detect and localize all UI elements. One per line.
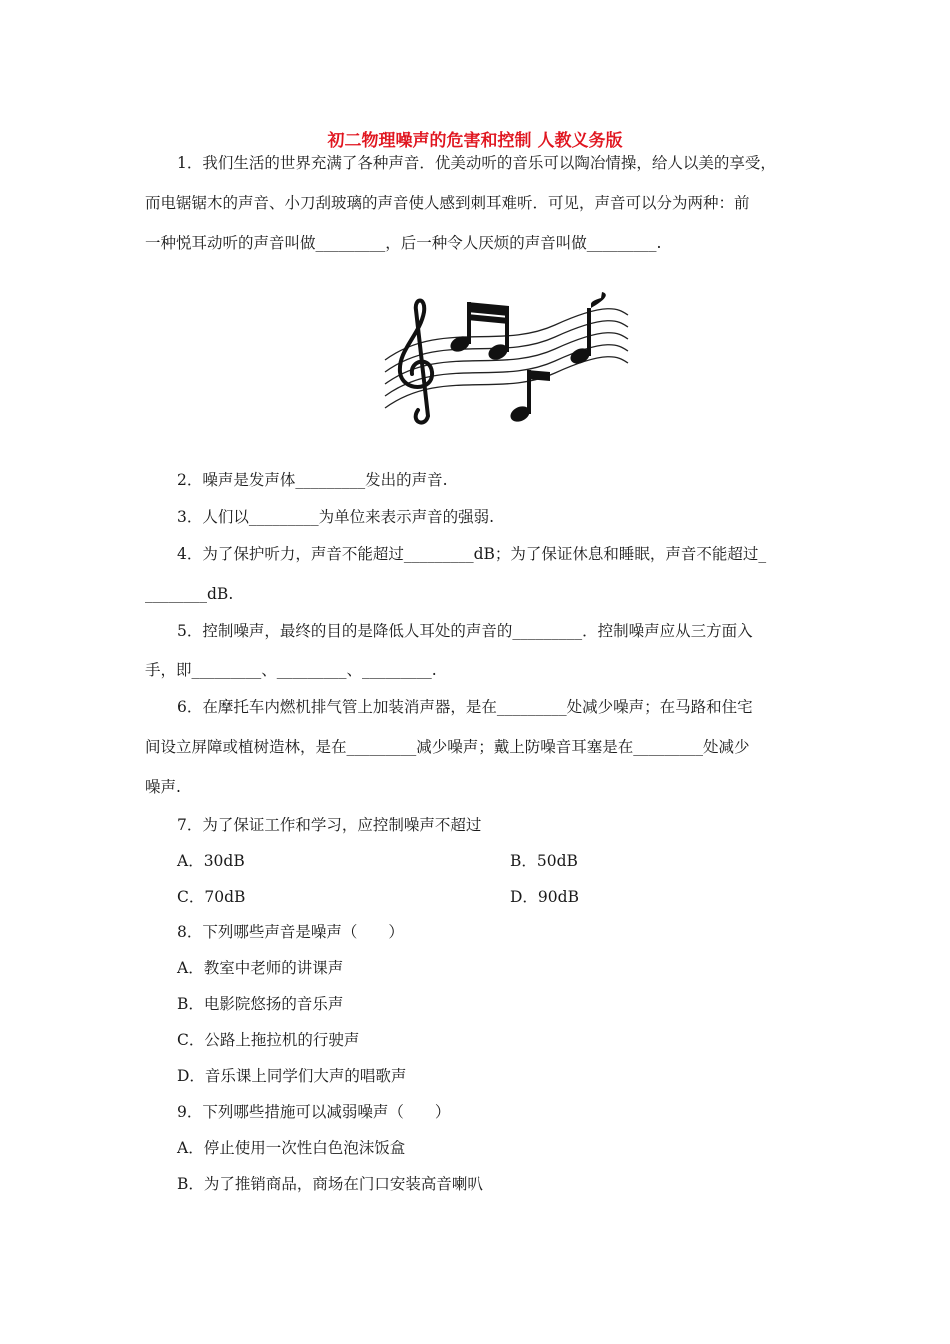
q1-line3: 一种悦耳动听的声音叫做_________，后一种令人厌烦的声音叫做_________. <box>145 234 662 252</box>
q7-option-a: A．30dB <box>177 852 245 870</box>
q7-option-c: C．70dB <box>177 888 246 906</box>
q4-line1: 4．为了保护听力，声音不能超过_________dB；为了保证休息和睡眠，声音不能超过_ <box>177 545 767 563</box>
music-notes-icon <box>380 290 630 440</box>
q1-line1: 1．我们生活的世界充满了各种声音．优美动听的音乐可以陶冶情操，给人以美的享受， <box>177 154 776 172</box>
q6-line3: 噪声. <box>145 778 181 796</box>
page-title: 初二物理噪声的危害和控制 人教义务版 <box>327 131 623 151</box>
q5-line2: 手，即_________、_________、_________. <box>145 661 437 679</box>
q5-line1: 5．控制噪声，最终的目的是降低人耳处的声音的_________．控制噪声应从三方面入 <box>177 622 753 640</box>
q8-option-d: D．音乐课上同学们大声的唱歌声 <box>177 1067 407 1085</box>
q8-option-a: A．教室中老师的讲课声 <box>177 959 344 977</box>
q8-option-b: B．电影院悠扬的音乐声 <box>177 995 344 1013</box>
q9-option-b: B．为了推销商品，商场在门口安装高音喇叭 <box>177 1175 483 1193</box>
q4-line2: ________dB. <box>145 585 234 603</box>
q6-line2: 间设立屏障或植树造林，是在_________减少噪声；戴上防噪音耳塞是在_________处减少 <box>145 738 750 756</box>
q8-stem: 8．下列哪些声音是噪声（ ） <box>177 923 404 941</box>
q7-stem: 7．为了保证工作和学习，应控制噪声不超过 <box>177 816 482 834</box>
q2-line: 2．噪声是发声体_________发出的声音. <box>177 471 448 489</box>
q7-option-d: D．90dB <box>510 888 579 906</box>
q6-line1: 6．在摩托车内燃机排气管上加装消声器，是在_________处减少噪声；在马路和住宅 <box>177 698 753 716</box>
q3-line: 3．人们以_________为单位来表示声音的强弱. <box>177 508 495 526</box>
q1-line2: 而电锯锯木的声音、小刀刮玻璃的声音使人感到刺耳难听．可见，声音可以分为两种：前 <box>145 194 750 212</box>
q9-stem: 9．下列哪些措施可以减弱噪声（ ） <box>177 1103 451 1121</box>
q9-option-a: A．停止使用一次性白色泡沫饭盒 <box>177 1139 406 1157</box>
q7-option-b: B．50dB <box>510 852 578 870</box>
q8-option-c: C．公路上拖拉机的行驶声 <box>177 1031 360 1049</box>
